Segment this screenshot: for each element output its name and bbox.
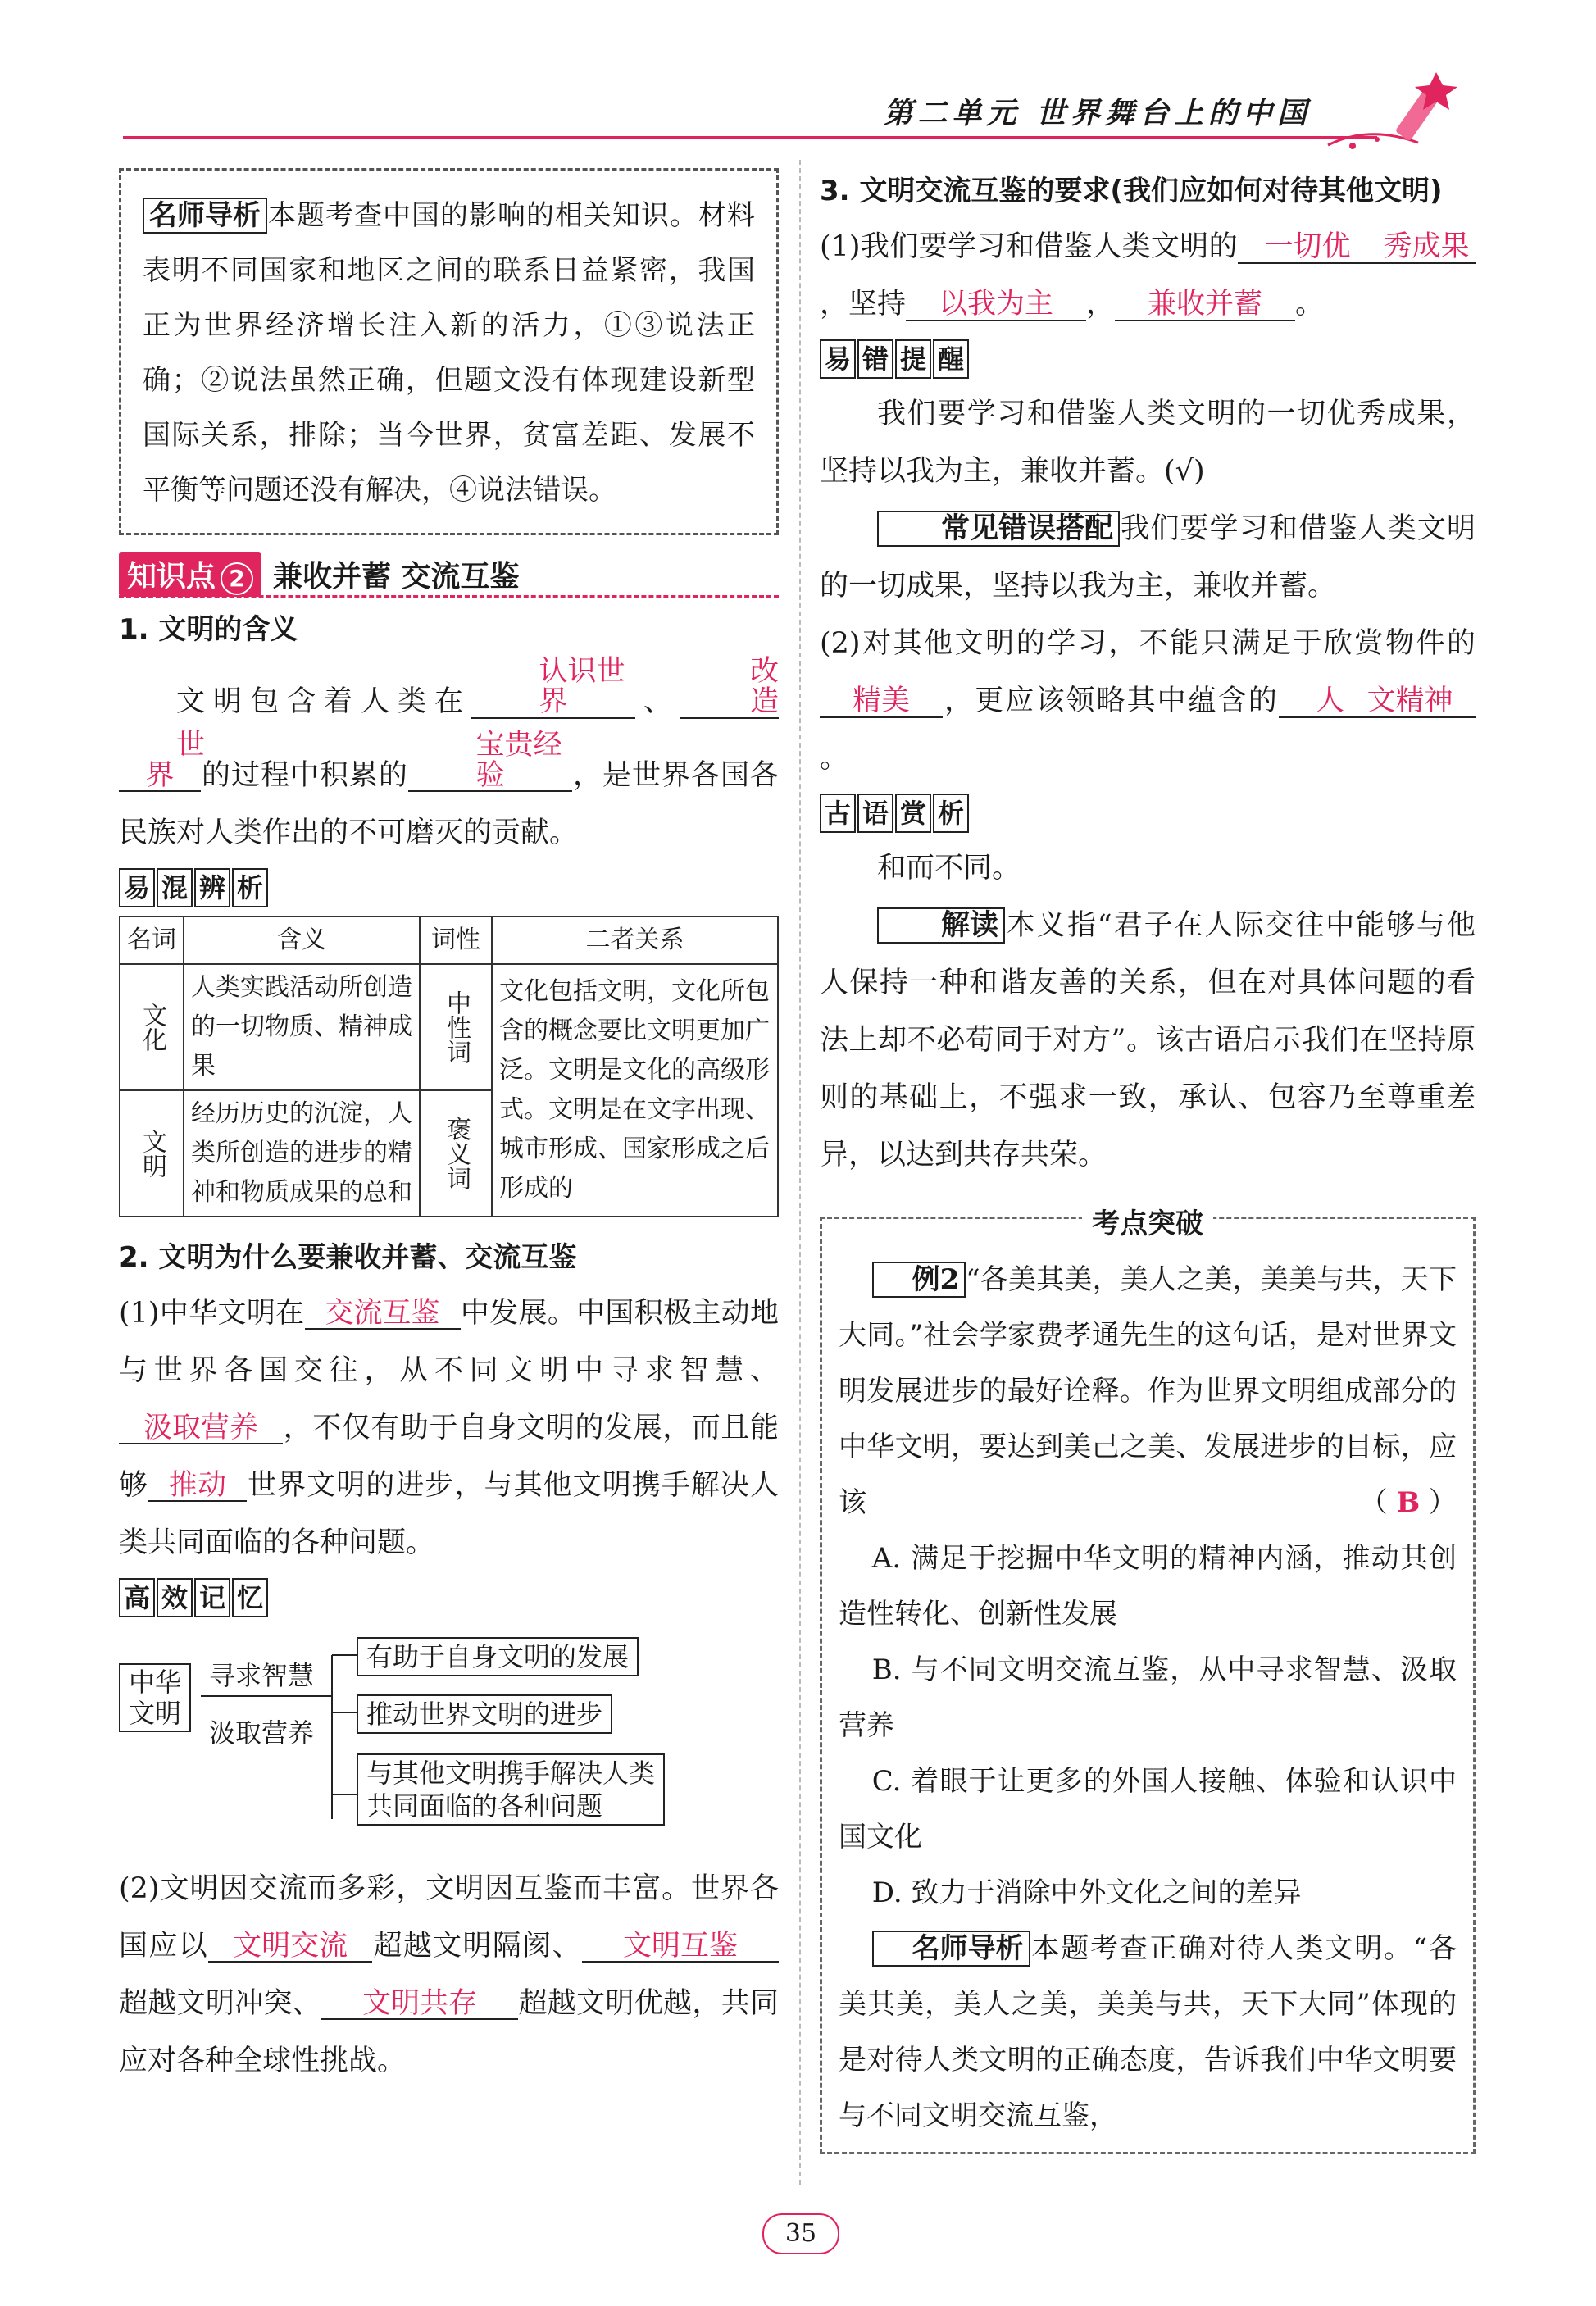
- common-error: 常见错误搭配 我们要学习和借鉴人类文明的一切成果，坚持以我为主，兼收并蓄。: [820, 512, 1476, 603]
- section-heading: 2. 文明为什么要兼收并蓄、交流互鉴: [119, 1240, 577, 1274]
- answer-blank: 人: [1279, 686, 1344, 718]
- comparison-table: [119, 916, 779, 1217]
- example-answer: B: [1396, 1486, 1421, 1519]
- answer-blank: 兼收并蓄: [1115, 289, 1295, 321]
- mind-leaf: 有助于自身文明的发展: [357, 1637, 639, 1676]
- option[interactable]: B. 与不同文明交流互鉴，从中寻求智慧、汲取营养: [839, 1653, 1457, 1742]
- answer-blank: 以我为主: [906, 289, 1086, 321]
- error-tag: 易 错 提 醒: [820, 339, 1476, 379]
- example-box: [820, 1208, 1476, 2154]
- answer-blank: 文精神: [1344, 686, 1476, 718]
- ancient-quote: 和而不同。: [877, 852, 1021, 885]
- answer-blank: 秀成果: [1377, 232, 1476, 264]
- answer-blank: 文明交流: [208, 1931, 372, 1963]
- answer-blank: 一切优: [1238, 232, 1377, 264]
- confuse-tag: 易 混 辨 析: [119, 868, 779, 907]
- answer-blank: 认识世界: [471, 657, 635, 719]
- answer-blank: 宝贵经验: [408, 730, 572, 793]
- analysis-text: 本题考查中国的影响的相关知识。材料表明不同国家和地区之间的联系日益紧密，我国正为世界经济增长注入新的活力，①③说法正确；②说法虽然正确，但题文没有体现建设新型国际关系，排除；当今世界，贫富差距、发展不平衡等问题还没有解决，④说法错误。: [143, 199, 755, 507]
- error-text: 我们要学习和借鉴人类文明的一切优秀成果，坚持以我为主，兼收并蓄。(√): [820, 398, 1476, 488]
- page-number: 35: [762, 2213, 839, 2254]
- ancient-tag: 古 语 赏 析: [820, 794, 1476, 833]
- left-column: [119, 168, 779, 2090]
- unit-title: 第二单元 世界舞台上的中国: [883, 96, 1312, 130]
- column-divider: [799, 160, 801, 2185]
- mind-root: 中华 文明: [119, 1663, 191, 1732]
- answer-blank: 精美: [820, 686, 943, 718]
- paragraph: 文明包含着人类在认识世界 、改造世界 的过程中积累的宝贵经验 ，是世界各国各民族对人类作出的不可磨灭的贡献。: [119, 655, 779, 849]
- analysis-box: [119, 168, 779, 535]
- interpret-tag: 解读: [877, 907, 1005, 944]
- common-error-tag: 常见错误搭配: [877, 511, 1120, 547]
- right-column: [820, 164, 1476, 2154]
- answer-blank: 交流互鉴: [305, 1299, 461, 1330]
- section-heading: 3. 文明交流互鉴的要求(我们应如何对待其他文明): [820, 175, 1443, 207]
- example-stem: 例2 “各美其美，美人之美，美美与共，天下大同。”社会学家费孝通先生的这句话，是对世界文明发展进步的最好诠释。作为世界文明组成部分的中华文明，要达到美己之美、发展进步的目标，应该 （ B ）: [839, 1263, 1457, 1519]
- mind-branch: 寻求智慧: [209, 1659, 315, 1691]
- mind-leaf: 推动世界文明的进步: [357, 1694, 612, 1734]
- mind-leaf: 与其他文明携手解决人类 共同面临的各种问题: [357, 1753, 665, 1826]
- knowledge-point-number: 2: [221, 562, 253, 595]
- analysis-tag: 名师导析: [143, 198, 267, 234]
- knowledge-point-badge: 知识点 2: [119, 552, 261, 597]
- table-row: 文明 经历历史的沉淀，人类所创造的进步的精神和物质成果的总和 褒义词: [120, 1090, 778, 1217]
- mind-branch: 汲取营养: [209, 1717, 315, 1749]
- analysis-tag: 名师导析: [872, 1931, 1030, 1967]
- interpretation: 解读 本义指“君子在人际交往中能够与他人保持一种和谐友善的关系，但在对具体问题的看法上却不必苟同于对方”。该古语启示我们在坚持原则的基础上，不强求一致，承认、包容乃至尊重差异，以达到共存共荣。: [820, 908, 1476, 1171]
- answer-blank: 汲取营养: [119, 1413, 283, 1445]
- option[interactable]: A. 满足于挖掘中华文明的精神内涵，推动其创造性转化、创新性发展: [839, 1542, 1457, 1631]
- example-analysis: 名师导析 本题考查正确对待人类文明。“各美其美，美人之美，美美与共，天下大同”体现的是对待人类文明的正确态度，告诉我们中华文明要与不同文明交流互鉴，: [839, 1932, 1457, 2132]
- knowledge-point-title: 兼收并蓄 交流互鉴: [273, 560, 520, 594]
- answer-blank: 推动: [148, 1471, 247, 1503]
- example-caption: 考点突破: [1082, 1196, 1213, 1252]
- section-heading: 1. 文明的含义: [119, 613, 298, 646]
- table-header-row: 名词 含义 词性 二者关系: [120, 916, 778, 964]
- paragraph: (1)中华文明在 交流互鉴 中发展。中国积极主动地与世界各国交往，从不同文明中寻求智慧、汲取营养 ，不仅有助于自身文明的发展，而且能够 推动 世界文明的进步，与其他文明携手解决人类共同面临的各种问题。: [119, 1296, 779, 1559]
- knowledge-point-heading: [119, 552, 779, 598]
- mind-map: [119, 1631, 779, 1852]
- answer-blank: 文明共存: [321, 1989, 518, 2021]
- pencil-decoration-icon: [1320, 67, 1467, 157]
- answer-blank: 文明互鉴: [582, 1931, 779, 1963]
- memory-tag: 高 效 记 忆: [119, 1578, 779, 1617]
- paragraph: (2)文明因交流而多彩，文明因互鉴而丰富。世界各国应以 文明交流 超越文明隔阂、 文明互鉴超越文明冲突、 文明共存 超越文明优越，共同应对各种全球性挑战。: [119, 1872, 779, 2077]
- header-rule: [123, 136, 1377, 139]
- page-header: [123, 82, 1467, 148]
- answer-blank: 改造: [680, 657, 779, 719]
- relation-cell: 文化包括文明，文化所包含的概念要比文明更加广泛。文明是文化的高级形式。文明是在文字出现、城市形成、国家形成之后形成的: [492, 964, 778, 1217]
- option[interactable]: D. 致力于消除中外文化之间的差异: [871, 1876, 1302, 1909]
- table-row: 文化 人类实践活动所创造的一切物质、精神成果 中性词 文化包括文明，文化所包含的概念要比文明更加广泛。文明是文化的高级形式。文明是在文字出现、城市形成、国家形成之后形成的: [120, 964, 778, 1090]
- option[interactable]: C. 着眼于让更多的外国人接触、体验和认识中国文化: [839, 1765, 1457, 1853]
- paragraph: (2)对其他文明的学习，不能只满足于欣赏物件的精美 ，更应该领略其中蕴含的 人 文精神。: [820, 627, 1476, 775]
- answer-blank: 世界: [119, 730, 201, 793]
- example-label: 例2: [872, 1262, 966, 1298]
- paragraph: (1)我们要学习和借鉴人类文明的 一切优 秀成果，坚持 以我为主 ， 兼收并蓄 。: [820, 218, 1476, 333]
